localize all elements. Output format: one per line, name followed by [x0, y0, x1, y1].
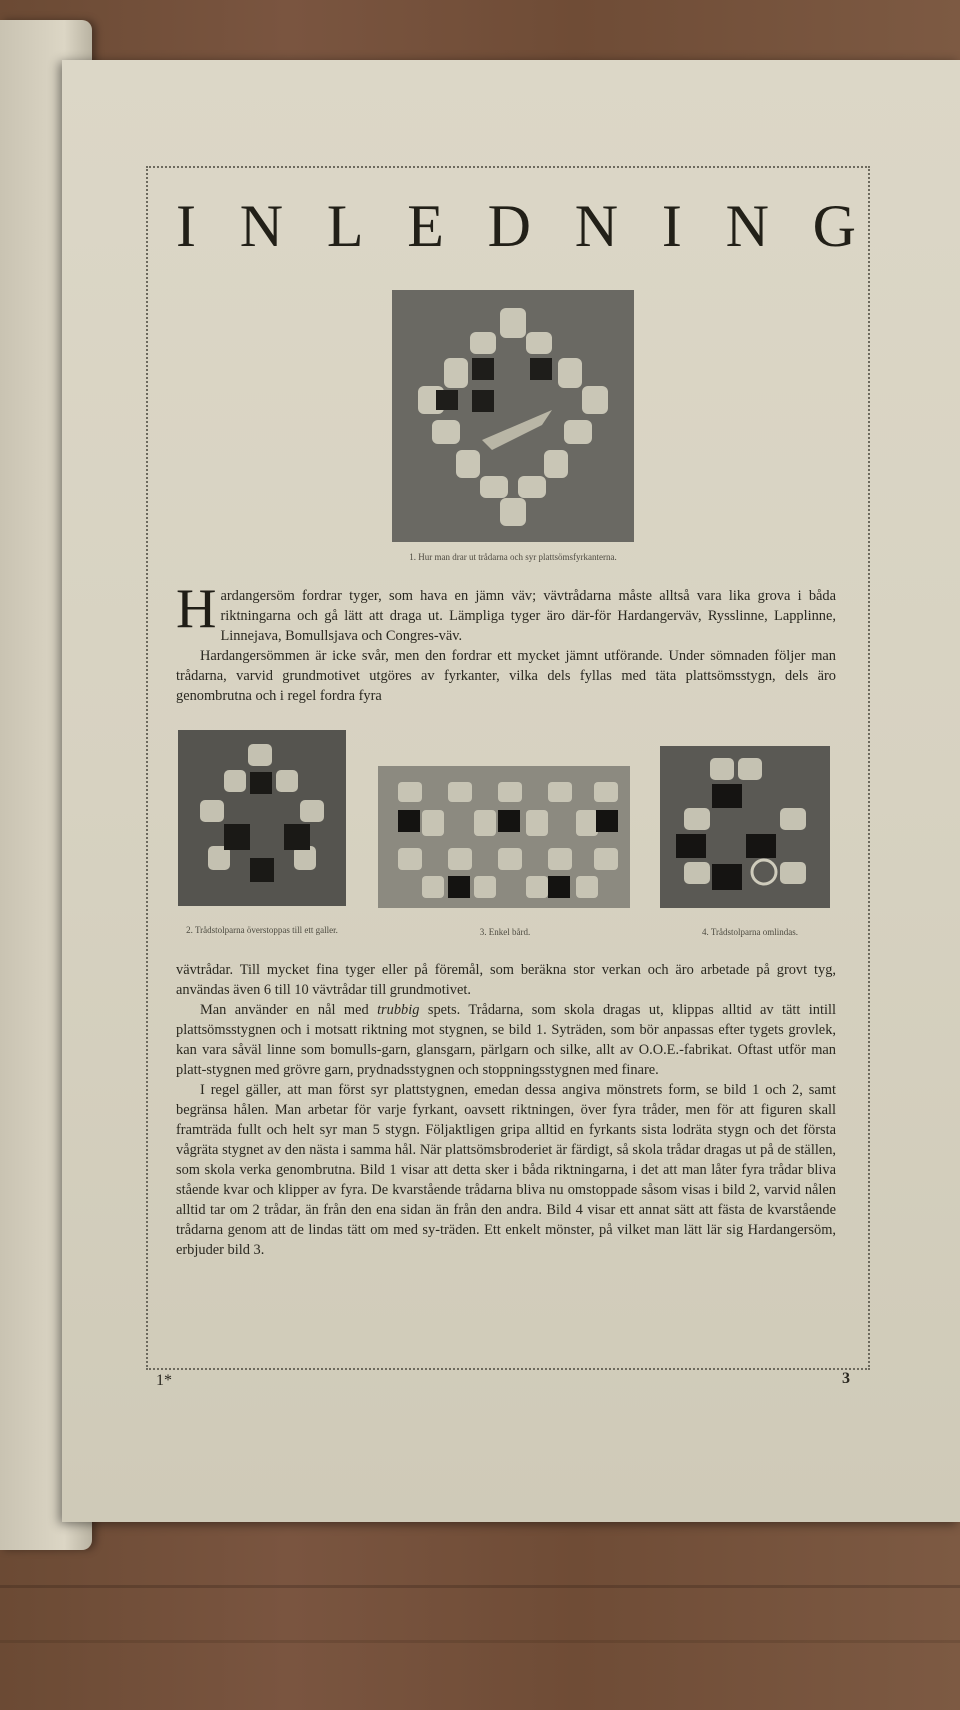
figure-2-caption: 2. Trådstolparna överstoppas till ett galler. — [186, 925, 338, 935]
figure-3-embroidery-photo — [378, 766, 630, 908]
title-letter: N — [574, 193, 619, 259]
paragraphs-continued — [176, 960, 836, 1260]
page-title — [176, 192, 856, 261]
title-letter: N — [239, 193, 284, 259]
paragraph-1 — [176, 578, 836, 706]
figure-1-embroidery-photo — [392, 290, 634, 542]
paragraph-2-text: Hardangersömmen är icke svår, men den fordrar ett mycket jämnt utförande. Under sömnaden följer man trådarna, varvid grundmotivet utgöres av fyrkanter, vilka dels fyllas med täta plattsömsstygn, dels äro genombrutna och i regel fordra fyra — [176, 648, 836, 704]
figure-2-embroidery-photo — [178, 730, 346, 906]
paragraph-4: I regel gäller, att man först syr plattstygnen, emedan dessa angiva mönstrets form, se bild 1 och 2, samt begränsa hålen. Man arbetar för varje fyrkant, oavsett riktningen, över fyra tråder, men för att figuren skall framträda fullt och helt syr man 5 stygn. Följaktligen gripa alltid en fyrkants sista lodräta stygn och det första vågräta stygnet av den nästa i samma hål. När plattsömsbroderiet är färdigt, så skola trådar dragas ut på de ställen, som skola verka genombrutna. Bild 1 visar att detta sker i båda riktningarna, i det att man låter fyra trådar bliva stående kvar och klipper av fyra. De kvarstående trådarna bliva nu omstoppade såsom visas i bild 2, varvid nålen alltid tar om 2 trådar, än från den ena sidan än från den andra. Bild 4 visar ett annat sätt att fästa de kvarstående trådarna genom att de lindas tätt om med sy-träden. Ett enkelt mönster, på vilket man lätt lär sig Hardangersöm, erbjuder bild 3. — [176, 1082, 836, 1258]
paragraph-3 — [176, 1000, 836, 1080]
paragraph-3-italic: trubbig — [377, 1002, 420, 1018]
title-letter: L — [326, 193, 364, 259]
paragraph-3-text-b: spets. Trådarna, som skola dragas ut, klippas alltid av tätt intill plattsömsstygnen och i motsatt riktning mot stygnen, se bild 1. Syträden, som bör anpassas efter tygets grovlek, kan vara såväl linne som bomulls-garn, glansgarn, pärlgarn och silke, allt av O.O.E.-fabrikat. Oftast utför man platt-stygnen med grövre garn, prydnadsstygnen och stoppningsstygnen med finare. — [176, 1002, 836, 1078]
figure-1-caption: 1. Hur man drar ut trådarna och syr plattsömsfyrkanterna. — [409, 552, 617, 562]
title-letter: D — [487, 193, 531, 259]
paragraph-3-text-a: Man använder en nål med — [200, 1002, 378, 1018]
title-letter: I — [661, 193, 682, 259]
figure-3-caption: 3. Enkel bård. — [479, 927, 531, 937]
signature-mark: 1* — [156, 1372, 172, 1389]
figure-4-caption: 4. Trådstolparna omlindas. — [702, 927, 798, 937]
drop-cap: H — [176, 578, 217, 640]
paragraph-1-text: ardangersöm fordrar tyger, som hava en jämn väv; vävtrådarna måste alltså vara lika grova i båda riktningarna och gå lätt att draga ut. Lämpliga tyger äro där-för Hardangerväv, Rysslinne, Lapplinne, Linnejava, Bomullsjava och Congres-väv. — [220, 588, 836, 644]
title-letter: G — [812, 193, 856, 259]
paragraph-2-continued: vävtrådar. Till mycket fina tyger eller på föremål, som beräkna stor verkan och äro arbetade på grovt tyg, användas även 6 till 10 vävtrådar till grundmotivet. — [176, 962, 836, 998]
page-number: 3 — [842, 1370, 850, 1387]
title-letter: I — [176, 193, 196, 259]
title-letter: E — [407, 193, 444, 259]
figure-4-embroidery-photo — [660, 746, 830, 908]
title-letter: N — [725, 193, 769, 259]
